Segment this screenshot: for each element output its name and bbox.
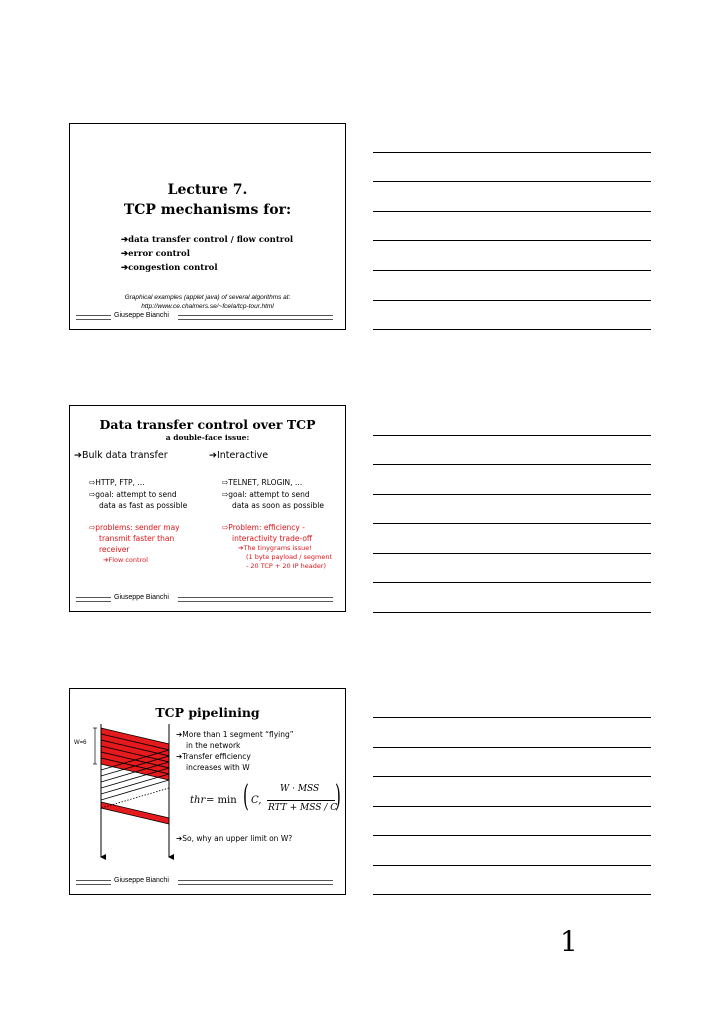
hollow-arrow-icon: ⇨ [222,478,229,487]
arrow-right-icon: ➔ [176,752,183,761]
bullet-continuation: data as fast as possible [99,501,188,510]
slide-footer [70,878,345,888]
left-column-heading: ➔Bulk data transfer [74,450,168,461]
formula-eq: = min [206,795,237,806]
footer-divider [178,597,333,602]
hollow-arrow-icon: ⇨ [89,523,96,532]
arrow-right-icon: ➔ [121,235,129,245]
slide-footer [70,313,345,323]
bullet-continuation: in the network [186,741,241,750]
formula-numerator: W · MSS [280,784,320,794]
hollow-arrow-icon: ⇨ [222,490,229,499]
footer-divider [76,315,111,320]
hollow-arrow-icon: ⇨ [89,478,96,487]
note-line [373,300,651,301]
slide-2-title: Data transfer control over TCP [99,417,316,432]
bullet-continuation: data as soon as possible [232,501,324,510]
slide-3 [69,688,346,895]
sub-bullet: ➔Flow control [103,556,148,564]
bullet-item: ⇨goal: attempt to send [89,490,177,499]
note-line [373,806,651,807]
window-size-label: W=6 [74,740,87,746]
right-column-heading: ➔Interactive [209,450,269,461]
window-bracket [93,728,97,764]
left-column [89,477,187,565]
formula-lhs: thr [190,795,206,806]
slide-1-note [70,293,345,311]
hollow-arrow-icon: ⇨ [89,490,96,499]
bullet-item: ➔data transfer control / flow control [121,235,294,245]
bullet-item: ⇨TELNET, RLOGIN, … [222,478,303,487]
arrow-right-icon: ➔ [209,450,217,461]
note-line [373,494,651,495]
slide-footer [70,595,345,605]
bullet-item: ⇨HTTP, FTP, … [89,478,145,487]
footer-author: Giuseppe Bianchi [114,312,169,319]
note-line-2: http://www.ce.chalmers.se/~fcela/tcp-tour.html [141,303,274,310]
slide-1-bullet-list [121,233,293,275]
note-line [373,865,651,866]
arrow-right-icon: ➔ [176,730,183,739]
footer-divider [178,880,333,885]
slide-3-bullets [176,729,294,773]
bullet-item: ⇨goal: attempt to send [222,490,310,499]
note-line [373,717,651,718]
note-line [373,894,651,895]
slide-1-title-line1: Lecture 7. [167,182,248,198]
note-line [373,270,651,271]
flying-segments [101,728,169,824]
right-column [222,477,332,571]
note-line-1: Graphical examples (applet java) of several algorithms at: [124,294,291,301]
note-line [373,835,651,836]
note-line [373,553,651,554]
arrow-right-icon: ➔ [74,450,82,461]
bullet-item: ➔error control [121,249,190,259]
note-line [373,582,651,583]
footer-author: Giuseppe Bianchi [114,594,169,601]
fraction-bar [267,800,335,801]
right-paren: ) [335,779,341,814]
note-line [373,329,651,330]
slide-3-title: TCP pipelining [155,705,260,720]
bullet-continuation: transmit faster than [99,534,175,543]
slide-1-title-line2: TCP mechanisms for: [123,202,292,218]
note-line [373,435,651,436]
note-line [373,240,651,241]
footer-divider [76,880,111,885]
bullet-continuation: increases with W [186,763,250,772]
note-line [373,181,651,182]
formula-c: C, [251,795,262,806]
bullet-item: ⇨problems: sender may [89,523,180,532]
arrow-right-icon: ➔ [238,544,244,552]
footer-divider [178,315,333,320]
slide-2 [69,405,346,612]
slide-2-subtitle: a double-face issue: [165,433,250,442]
footer-divider [76,597,111,602]
formula-denominator: RTT + MSS / C [268,803,338,813]
arrow-right-icon: ➔ [121,249,129,259]
arrow-right-icon: ➔ [103,556,109,564]
hollow-arrow-icon: ⇨ [222,523,229,532]
note-line [373,211,651,212]
throughput-formula [190,781,340,821]
bullet-item: ⇨Problem: efficiency - [222,523,305,532]
bullet-continuation: interactivity trade-off [232,534,313,543]
bullet-item: ➔Transfer efficiency [176,752,251,761]
footer-author: Giuseppe Bianchi [114,877,169,884]
bullet-item: ➔So, why an upper limit on W? [176,834,293,843]
note-line [373,464,651,465]
pipelining-diagram [84,724,184,894]
arrow-right-icon: ➔ [176,834,183,843]
bullet-item: ➔More than 1 segment “flying” [176,730,294,739]
page-number: 1 [560,925,578,958]
note-line [373,523,651,524]
note-line [373,747,651,748]
note-line [373,152,651,153]
bullet-item: ➔congestion control [121,263,218,273]
bullet-continuation: receiver [99,545,130,554]
note-line [373,612,651,613]
left-paren: ( [243,779,249,814]
slide-1 [69,123,346,330]
sub-bullet: ➔The tinygrams issue! (1 byte payload / segment - 20 TCP + 20 IP header) [238,544,333,570]
note-line [373,776,651,777]
arrow-right-icon: ➔ [121,263,129,273]
